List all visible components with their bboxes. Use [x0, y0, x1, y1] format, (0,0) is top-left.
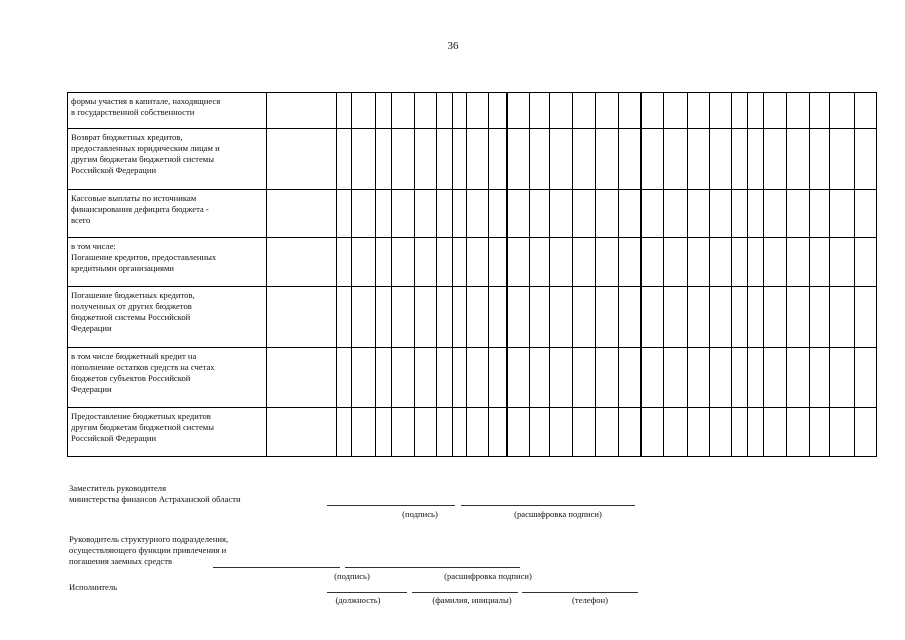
table-row	[68, 129, 877, 190]
table-cell[interactable]	[641, 93, 664, 129]
table-cell[interactable]	[664, 238, 688, 287]
table-row	[68, 238, 877, 287]
table-cell[interactable]	[748, 348, 764, 408]
table-cell[interactable]	[596, 408, 619, 457]
table-cell[interactable]	[855, 129, 877, 190]
deputy-decoding-line[interactable]	[461, 505, 635, 506]
table-cell[interactable]	[810, 348, 830, 408]
table-cell[interactable]	[596, 190, 619, 238]
table-cell[interactable]	[764, 93, 787, 129]
table-cell[interactable]	[641, 238, 664, 287]
row-label: Кассовые выплаты по источникам финансирования дефицита бюджета - всего	[68, 190, 267, 238]
table-cell[interactable]	[641, 190, 664, 238]
table-cell[interactable]	[453, 238, 467, 287]
head-decoding-line[interactable]	[345, 567, 520, 568]
table-cell[interactable]	[392, 190, 415, 238]
table-cell[interactable]	[489, 408, 507, 457]
executor-phone-line[interactable]	[522, 592, 638, 593]
table-cell[interactable]	[550, 287, 573, 348]
table-cell[interactable]	[732, 408, 748, 457]
table-cell[interactable]	[437, 93, 453, 129]
table-cell[interactable]	[641, 408, 664, 457]
table-row	[68, 287, 877, 348]
table-cell[interactable]	[830, 93, 855, 129]
table-cell[interactable]	[267, 408, 337, 457]
table-cell[interactable]	[453, 129, 467, 190]
table-cell[interactable]	[376, 190, 392, 238]
table-cell[interactable]	[415, 93, 437, 129]
table-cell[interactable]	[267, 190, 337, 238]
table-cell[interactable]	[732, 287, 748, 348]
table-cell[interactable]	[415, 348, 437, 408]
table-cell[interactable]	[787, 408, 810, 457]
table-cell[interactable]	[855, 238, 877, 287]
table-cell[interactable]	[710, 287, 732, 348]
table-cell[interactable]	[619, 129, 641, 190]
table-cell[interactable]	[337, 287, 352, 348]
table-cell[interactable]	[352, 190, 376, 238]
table-cell[interactable]	[530, 287, 550, 348]
table-cell[interactable]	[267, 129, 337, 190]
row-label: в том числе: Погашение кредитов, предоставленных кредитными организациями	[68, 238, 267, 287]
table-cell[interactable]	[810, 238, 830, 287]
table-cell[interactable]	[710, 348, 732, 408]
executor-phone-caption: (телефон)	[572, 595, 608, 605]
row-label: Предоставление бюджетных кредитов другим бюджетам бюджетной системы Российской Федерации	[68, 408, 267, 457]
table-cell[interactable]	[596, 287, 619, 348]
table-cell[interactable]	[337, 93, 352, 129]
table-row	[68, 348, 877, 408]
table-cell[interactable]	[619, 287, 641, 348]
table-cell[interactable]	[710, 93, 732, 129]
table-cell[interactable]	[267, 93, 337, 129]
table-cell[interactable]	[688, 408, 710, 457]
executor-position-caption: (должность)	[335, 595, 381, 605]
table-cell[interactable]	[453, 190, 467, 238]
table-cell[interactable]	[267, 348, 337, 408]
table-cell[interactable]	[855, 287, 877, 348]
table-cell[interactable]	[507, 93, 530, 129]
table-cell[interactable]	[664, 93, 688, 129]
table-cell[interactable]	[830, 238, 855, 287]
table-cell[interactable]	[392, 129, 415, 190]
table-cell[interactable]	[787, 129, 810, 190]
table-cell[interactable]	[437, 408, 453, 457]
table-cell[interactable]	[507, 190, 530, 238]
table-cell[interactable]	[415, 190, 437, 238]
table-cell[interactable]	[732, 238, 748, 287]
table-cell[interactable]	[748, 93, 764, 129]
table-cell[interactable]	[489, 93, 507, 129]
table-cell[interactable]	[573, 93, 596, 129]
table-cell[interactable]	[530, 238, 550, 287]
table-cell[interactable]	[748, 408, 764, 457]
table-cell[interactable]	[830, 287, 855, 348]
table-cell[interactable]	[467, 93, 489, 129]
table-cell[interactable]	[573, 348, 596, 408]
head-signature-line[interactable]	[213, 567, 340, 568]
table-cell[interactable]	[641, 129, 664, 190]
table-cell[interactable]	[467, 238, 489, 287]
table-row	[68, 190, 877, 238]
table-cell[interactable]	[337, 238, 352, 287]
table-cell[interactable]	[550, 348, 573, 408]
table-cell[interactable]	[573, 238, 596, 287]
table-cell[interactable]	[453, 93, 467, 129]
table-cell[interactable]	[507, 129, 530, 190]
table-cell[interactable]	[787, 287, 810, 348]
table-cell[interactable]	[267, 238, 337, 287]
page-number: 36	[447, 40, 459, 52]
deputy-title: Заместитель руководителя министерства финансов Астраханской области	[69, 483, 241, 504]
table-cell[interactable]	[573, 408, 596, 457]
row-label: в том числе бюджетный кредит на пополнение остатков средств на счетах бюджетов субъектов Российской Федерации	[68, 348, 267, 408]
table-cell[interactable]	[810, 287, 830, 348]
table-cell[interactable]	[810, 93, 830, 129]
table-cell[interactable]	[748, 287, 764, 348]
table-cell[interactable]	[748, 129, 764, 190]
table-cell[interactable]	[337, 348, 352, 408]
table-cell[interactable]	[688, 190, 710, 238]
table-cell[interactable]	[550, 190, 573, 238]
table-cell[interactable]	[376, 93, 392, 129]
head-title: Руководитель структурного подразделения, осуществляющего функции привлечения и погашения заемных средств	[69, 534, 229, 566]
table-cell[interactable]	[764, 408, 787, 457]
table-cell[interactable]	[392, 408, 415, 457]
table-cell[interactable]	[619, 408, 641, 457]
table-cell[interactable]	[415, 408, 437, 457]
head-decoding-caption: (расшифровка подписи)	[444, 571, 532, 581]
table-cell[interactable]	[810, 190, 830, 238]
table-cell[interactable]	[376, 287, 392, 348]
table-cell[interactable]	[787, 238, 810, 287]
head-signature-caption: (подпись)	[334, 571, 370, 581]
row-label: Возврат бюджетных кредитов, предоставленных юридическим лицам и другим бюджетам бюджетной системы Российской Федерации	[68, 129, 267, 190]
table-cell[interactable]	[641, 348, 664, 408]
table-cell[interactable]	[688, 348, 710, 408]
table-cell[interactable]	[467, 287, 489, 348]
table-cell[interactable]	[530, 190, 550, 238]
table-cell[interactable]	[489, 190, 507, 238]
table-cell[interactable]	[489, 287, 507, 348]
table-cell[interactable]	[415, 129, 437, 190]
table-cell[interactable]	[453, 408, 467, 457]
table-cell[interactable]	[830, 348, 855, 408]
table-cell[interactable]	[830, 408, 855, 457]
table-cell[interactable]	[664, 287, 688, 348]
table-cell[interactable]	[748, 238, 764, 287]
table-cell[interactable]	[489, 129, 507, 190]
table-cell[interactable]	[376, 408, 392, 457]
table-cell[interactable]	[467, 129, 489, 190]
table-cell[interactable]	[550, 408, 573, 457]
table-cell[interactable]	[376, 238, 392, 287]
table-cell[interactable]	[489, 238, 507, 287]
table-cell[interactable]	[453, 287, 467, 348]
table-cell[interactable]	[376, 348, 392, 408]
table-cell[interactable]	[376, 129, 392, 190]
executor-position-line[interactable]	[327, 592, 407, 593]
deputy-signature-line[interactable]	[327, 505, 455, 506]
table-cell[interactable]	[507, 287, 530, 348]
table-cell[interactable]	[688, 93, 710, 129]
table-cell[interactable]	[437, 348, 453, 408]
table-cell[interactable]	[664, 408, 688, 457]
table-cell[interactable]	[764, 348, 787, 408]
table-cell[interactable]	[550, 93, 573, 129]
table-cell[interactable]	[352, 238, 376, 287]
table-cell[interactable]	[787, 93, 810, 129]
table-cell[interactable]	[810, 129, 830, 190]
table-cell[interactable]	[573, 129, 596, 190]
table-cell[interactable]	[489, 348, 507, 408]
table-cell[interactable]	[507, 238, 530, 287]
table-cell[interactable]	[830, 129, 855, 190]
table-cell[interactable]	[415, 238, 437, 287]
table-cell[interactable]	[337, 129, 352, 190]
table-cell[interactable]	[337, 190, 352, 238]
table-cell[interactable]	[732, 93, 748, 129]
table-cell[interactable]	[830, 190, 855, 238]
table-cell[interactable]	[392, 93, 415, 129]
table-cell[interactable]	[267, 287, 337, 348]
table-cell[interactable]	[530, 93, 550, 129]
table-cell[interactable]	[596, 238, 619, 287]
table-row	[68, 408, 877, 457]
row-label: Погашение бюджетных кредитов, полученных от других бюджетов бюджетной системы Российской Федерации	[68, 287, 267, 348]
table-cell[interactable]	[732, 348, 748, 408]
table-cell[interactable]	[596, 129, 619, 190]
table-cell[interactable]	[550, 238, 573, 287]
table-cell[interactable]	[710, 129, 732, 190]
table-cell[interactable]	[352, 287, 376, 348]
table-cell[interactable]	[415, 287, 437, 348]
table-cell[interactable]	[352, 129, 376, 190]
table-cell[interactable]	[573, 190, 596, 238]
table-cell[interactable]	[764, 287, 787, 348]
table-cell[interactable]	[437, 287, 453, 348]
table-cell[interactable]	[748, 190, 764, 238]
table-cell[interactable]	[764, 129, 787, 190]
table-cell[interactable]	[732, 129, 748, 190]
table-cell[interactable]	[619, 190, 641, 238]
executor-title: Исполнитель	[69, 582, 118, 592]
table-cell[interactable]	[530, 408, 550, 457]
table-cell[interactable]	[664, 348, 688, 408]
table-cell[interactable]	[787, 190, 810, 238]
table-cell[interactable]	[352, 93, 376, 129]
row-label: формы участия в капитале, находящиеся в государственной собственности	[68, 93, 267, 129]
table-cell[interactable]	[710, 238, 732, 287]
table-cell[interactable]	[619, 238, 641, 287]
table-cell[interactable]	[596, 93, 619, 129]
table-cell[interactable]	[855, 93, 877, 129]
table-cell[interactable]	[352, 408, 376, 457]
table-cell[interactable]	[392, 287, 415, 348]
table-cell[interactable]	[467, 190, 489, 238]
table-cell[interactable]	[664, 190, 688, 238]
table-cell[interactable]	[688, 129, 710, 190]
table-cell[interactable]	[732, 190, 748, 238]
table-cell[interactable]	[507, 408, 530, 457]
table-cell[interactable]	[688, 238, 710, 287]
deputy-signature-caption: (подпись)	[402, 509, 438, 519]
table-cell[interactable]	[392, 348, 415, 408]
table-cell[interactable]	[467, 408, 489, 457]
table-cell[interactable]	[764, 190, 787, 238]
table-cell[interactable]	[764, 238, 787, 287]
table-cell[interactable]	[619, 93, 641, 129]
table-cell[interactable]	[467, 348, 489, 408]
table-cell[interactable]	[437, 190, 453, 238]
table-cell[interactable]	[641, 287, 664, 348]
executor-name-line[interactable]	[412, 592, 518, 593]
table-cell[interactable]	[710, 190, 732, 238]
deputy-decoding-caption: (расшифровка подписи)	[514, 509, 602, 519]
table-cell[interactable]	[530, 348, 550, 408]
table-cell[interactable]	[437, 238, 453, 287]
table-cell[interactable]	[787, 348, 810, 408]
table-cell[interactable]	[573, 287, 596, 348]
table-cell[interactable]	[619, 348, 641, 408]
table-cell[interactable]	[855, 408, 877, 457]
table-cell[interactable]	[437, 129, 453, 190]
table-cell[interactable]	[530, 129, 550, 190]
table-row	[68, 93, 877, 129]
table-cell[interactable]	[855, 190, 877, 238]
table-cell[interactable]	[855, 348, 877, 408]
table-cell[interactable]	[392, 238, 415, 287]
table-cell[interactable]	[550, 129, 573, 190]
table-cell[interactable]	[453, 348, 467, 408]
executor-name-caption: (фамилия, инициалы)	[432, 595, 512, 605]
table-cell[interactable]	[352, 348, 376, 408]
table-cell[interactable]	[507, 348, 530, 408]
table-cell[interactable]	[810, 408, 830, 457]
report-table	[67, 92, 877, 457]
table-cell[interactable]	[664, 129, 688, 190]
table-cell[interactable]	[596, 348, 619, 408]
table-cell[interactable]	[710, 408, 732, 457]
table-cell[interactable]	[688, 287, 710, 348]
table-cell[interactable]	[337, 408, 352, 457]
